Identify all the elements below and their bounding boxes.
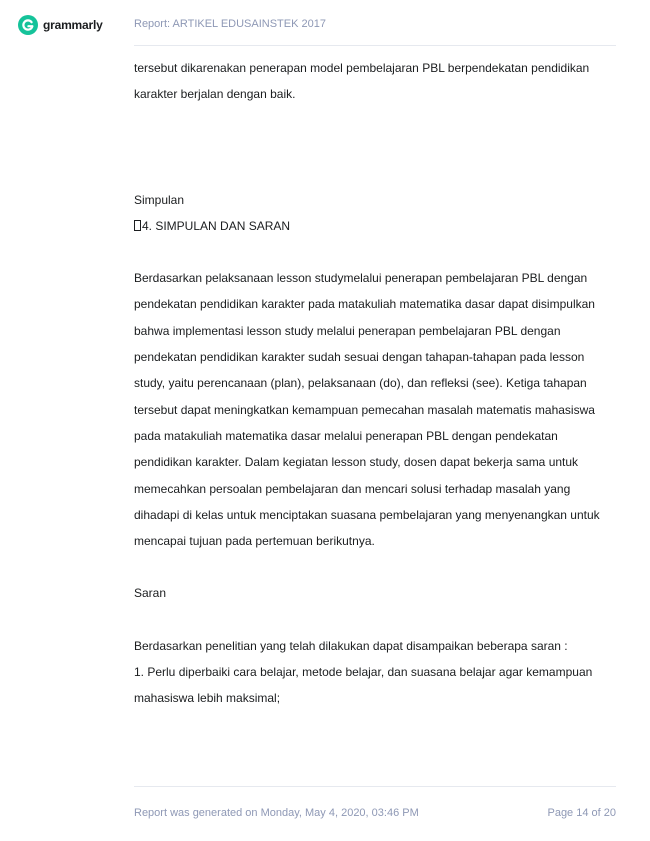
- heading-simpulan: Simpulan: [134, 192, 185, 207]
- grammarly-g-icon: [18, 15, 38, 35]
- footer-divider: [134, 786, 616, 787]
- report-title: Report: ARTIKEL EDUSAINSTEK 2017: [134, 18, 326, 30]
- paragraph-conclusion: Berdasarkan pelaksanaan lesson studymelalui penerapan pembelajaran PBL dengan pendekatan pendidikan karakter pada matakuliah matematika dasar dapat disimpulkan bahwa implementasi lesson study melalui penerapan pembelajaran PBL dengan pendekatan pendidikan karakter sudah sesuai dengan tahapan-tahapan pada lesson study, yaitu perencanaan (plan), pelaksanaan (do), dan refleksi (see). Ketiga tahapan tersebut dapat meningkatkan kemampuan pemecahan masalah matematis mahasiswa pada matakuliah matematika dasar melalui penerapan PBL dengan pendekatan pendidikan karakter. Dalam kegiatan lesson study, dosen dapat bekerja sama untuk memecahkan persoalan pembelajaran dan mencari solusi terhadap masalah yang dihadapi di kelas untuk menciptakan suasana pembelajaran yang menyenangkan untuk mencapai tujuan pada pertemuan berikutnya.: [134, 271, 600, 549]
- spacer: [134, 108, 616, 187]
- spacer: [134, 554, 616, 580]
- report-header: [0, 0, 650, 52]
- heading-saran: Saran: [134, 586, 167, 601]
- header-divider: [134, 45, 616, 46]
- missing-glyph-icon: [134, 220, 141, 231]
- logo-text: grammarly: [43, 18, 103, 32]
- paragraph-suggestion-1: 1. Perlu diperbaiki cara belajar, metode belajar, dan suasana belajar agar kemampuan mahasiswa lebih maksimal;: [134, 665, 593, 706]
- grammarly-logo: [18, 15, 103, 35]
- spacer: [134, 239, 616, 265]
- spacer: [134, 607, 616, 633]
- paragraph-continuation: tersebut dikarenakan penerapan model pembelajaran PBL berpendekatan pendidikan karakter berjalan dengan baik.: [134, 61, 590, 102]
- footer-generated-date: Report was generated on Monday, May 4, 2020, 03:46 PM: [134, 807, 419, 819]
- heading-section: [134, 213, 616, 239]
- paragraph-suggestion-intro: Berdasarkan penelitian yang telah dilakukan dapat disampaikan beberapa saran :: [134, 638, 568, 653]
- report-body: [134, 55, 616, 712]
- footer-page-number: Page 14 of 20: [547, 807, 616, 819]
- heading-section-text: 4. SIMPULAN DAN SARAN: [142, 218, 291, 233]
